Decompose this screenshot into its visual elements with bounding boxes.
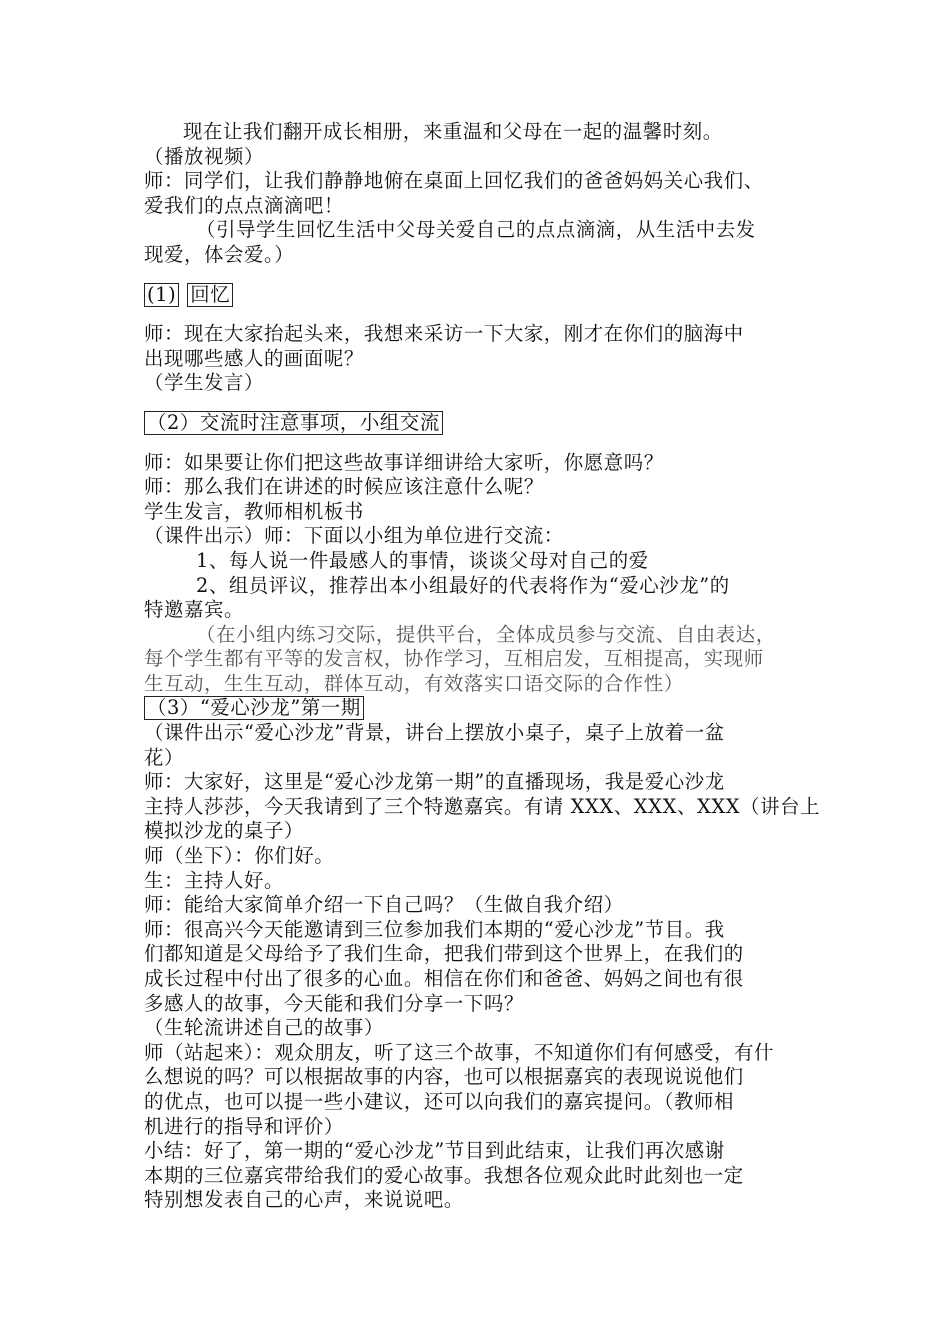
- paragraph-line: 么想说的吗？可以根据故事的内容，也可以根据嘉宾的表现说说他们: [144, 1065, 744, 1089]
- heading-title-box: 回忆: [187, 283, 233, 307]
- paragraph-line: 师：如果要让你们把这些故事详细讲给大家听，你愿意吗？: [144, 450, 664, 474]
- paragraph-line: 师（坐下）：你们好。: [144, 844, 335, 868]
- note-line: （在小组内练习交际，提供平台，全体成员参与交流、自由表达，: [196, 622, 776, 646]
- paragraph-line: 生：主持人好。: [144, 868, 284, 892]
- paragraph-line: 小结：好了，第一期的“爱心沙龙”节目到此结束，让我们再次感谢: [144, 1139, 725, 1163]
- paragraph-line: 爱我们的点点滴滴吧！: [144, 193, 344, 217]
- paragraph-line: 模拟沙龙的桌子）: [144, 819, 304, 843]
- section-heading-1: [144, 283, 814, 308]
- paragraph-line: 师：那么我们在讲述的时候应该注意什么呢？: [144, 475, 544, 499]
- paragraph-line: 们都知道是父母给予了我们生命，把我们带到这个世界上，在我们的: [144, 942, 744, 966]
- section-heading-2: [144, 411, 814, 436]
- paragraph-line: 学生发言，教师相机板书: [144, 499, 364, 523]
- paragraph-line: 特邀嘉宾。: [144, 598, 244, 622]
- paragraph-line: 现在让我们翻开成长相册，来重温和父母在一起的温馨时刻。: [183, 120, 723, 143]
- section-heading-3: [144, 696, 814, 721]
- paragraph-line: 成长过程中付出了很多的心血。相信在你们和爸爸、妈妈之间也有很: [144, 967, 744, 990]
- paragraph-line: （课件出示）师：下面以小组为单位进行交流：: [144, 524, 564, 548]
- paragraph-line: 师：能给大家简单介绍一下自己吗？（生做自我介绍）: [144, 893, 624, 917]
- paragraph-line: 师：同学们，让我们静静地俯在桌面上回忆我们的爸爸妈妈关心我们、: [144, 169, 764, 193]
- paragraph-line: 花）: [144, 745, 184, 769]
- list-item: 2、组员评议，推荐出本小组最好的代表将作为“爱心沙龙”的: [196, 573, 730, 597]
- paragraph-line: 师（站起来）：观众朋友，听了这三个故事，不知道你们有何感受，有什: [144, 1040, 774, 1064]
- paragraph-line: 的优点，也可以提一些小建议，还可以向我们的嘉宾提问。（教师相: [144, 1089, 735, 1113]
- list-item: 1、每人说一件最感人的事情，谈谈父母对自己的爱: [196, 548, 649, 572]
- paragraph-line: （引导学生回忆生活中父母关爱自己的点点滴滴，从生活中去发: [196, 218, 756, 242]
- paragraph-line: 多感人的故事，今天能和我们分享一下吗？: [144, 991, 524, 1015]
- paragraph-line: （学生发言）: [144, 371, 264, 395]
- document-body: [144, 120, 821, 1213]
- paragraph-line: 本期的三位嘉宾带给我们的爱心故事。我想各位观众此时此刻也一定: [144, 1163, 744, 1187]
- heading-box: （3）“爱心沙龙”第一期: [144, 696, 364, 720]
- paragraph-line: （生轮流讲述自己的故事）: [144, 1016, 384, 1040]
- paragraph-line: （课件出示“爱心沙龙”背景，讲台上摆放小桌子，桌子上放着一盆: [144, 721, 725, 745]
- note-line: 生互动，生生互动，群体互动，有效落实口语交际的合作性）: [144, 671, 684, 695]
- paragraph-line: 现爱，体会爱。）: [144, 242, 295, 266]
- paragraph-line: 主持人莎莎，今天我请到了三个特邀嘉宾。有请 XXX、XXX、XXX（讲台上: [144, 794, 821, 818]
- heading-number-box: (1): [144, 283, 179, 307]
- paragraph-line: 特别想发表自己的心声，来说说吧。: [144, 1188, 464, 1212]
- heading-box: （2）交流时注意事项，小组交流: [144, 411, 443, 435]
- paragraph-line: （播放视频）: [144, 144, 264, 168]
- paragraph-line: 机进行的指导和评价）: [144, 1114, 344, 1138]
- paragraph-line: 出现哪些感人的画面呢？: [144, 346, 364, 370]
- paragraph-line: 师：现在大家抬起头来，我想来采访一下大家，刚才在你们的脑海中: [144, 322, 744, 346]
- paragraph-line: 师：很高兴今天能邀请到三位参加我们本期的“爱心沙龙”节目。我: [144, 917, 725, 941]
- note-line: 每个学生都有平等的发言权，协作学习，互相启发，互相提高，实现师: [144, 647, 764, 671]
- paragraph-line: 师：大家好，这里是“爱心沙龙第一期”的直播现场，我是爱心沙龙: [144, 770, 725, 794]
